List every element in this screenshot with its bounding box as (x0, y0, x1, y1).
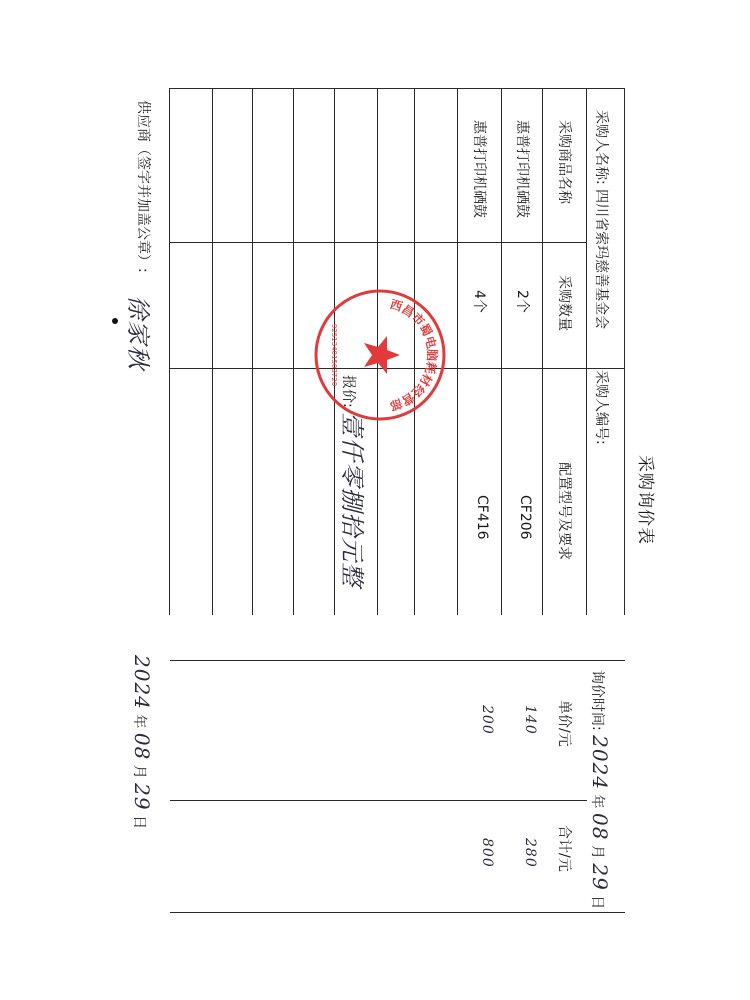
table-line (624, 88, 625, 615)
row-2-qty: 4个 (471, 290, 487, 313)
table-line (586, 88, 587, 615)
punch-dot (112, 318, 118, 324)
table-line (501, 88, 502, 615)
sign-date-month: 08 (130, 732, 154, 761)
sign-date (130, 655, 154, 829)
table-line (169, 88, 170, 615)
quote-amount: 壹仟零捌拾元整 (338, 412, 366, 588)
sign-date-day: 29 (130, 783, 154, 811)
row-1-qty: 2个 (514, 290, 530, 313)
buyer-name-row (592, 110, 612, 329)
table-line (170, 660, 625, 661)
header-unit-price: 单价/元 (556, 700, 572, 747)
table-line (457, 88, 458, 615)
buyer-name: 四川省索玛慈善基金会 (593, 189, 609, 330)
sign-date-day-unit: 日 (131, 815, 147, 830)
table-line (170, 912, 625, 913)
inquiry-time-day-unit: 日 (589, 895, 605, 910)
row-1-total: 280 (522, 838, 538, 868)
seal-star-icon (364, 336, 400, 374)
row-1-model: CF206 (517, 495, 533, 540)
row-1-name: 惠普打印机硒鼓 (514, 120, 530, 218)
row-2-unit-price: 200 (479, 705, 495, 735)
row-2-name: 惠普打印机硒鼓 (471, 120, 487, 218)
table-line (542, 88, 543, 615)
table-line (252, 88, 253, 615)
header-model: 配置型号及要求 (556, 462, 572, 560)
table-line (293, 88, 294, 615)
header-total: 合计/元 (556, 825, 572, 872)
buyer-name-label: 采购人名称: (593, 110, 609, 185)
buyer-no-label: 采购人编号: (593, 370, 609, 445)
inquiry-time-day: 29 (588, 863, 612, 891)
seal-code: 92513401503720 (330, 323, 338, 387)
supplier-signature: 徐家秋 (124, 295, 152, 370)
header-item-name: 采购商品名称 (556, 120, 572, 204)
row-2-model: CF416 (474, 495, 490, 540)
table-line (170, 88, 625, 89)
quote-label: 报价: (340, 375, 356, 408)
inquiry-time-year-unit: 年 (589, 794, 605, 809)
sign-date-month-unit: 月 (131, 764, 147, 779)
inquiry-time-label: 询价时间: (589, 670, 605, 731)
row-2-total: 800 (479, 838, 495, 868)
header-quantity: 采购数量 (556, 275, 572, 331)
inquiry-time-month: 08 (588, 812, 612, 841)
inquiry-time-row (588, 670, 612, 909)
table-line (170, 242, 587, 243)
table-line (170, 800, 587, 801)
company-seal-stamp (310, 285, 450, 425)
inquiry-time-month-unit: 月 (589, 844, 605, 859)
supplier-label: 供应商（签字并加盖公章）: (135, 100, 151, 273)
row-1-unit-price: 140 (522, 705, 538, 735)
document-title: 采购询价表 (635, 455, 655, 545)
sign-date-year-unit: 年 (131, 714, 147, 729)
seal-text-path: 西昌市蜀电脑耗材经营部 (388, 297, 439, 413)
sign-date-year: 2024 (130, 655, 154, 710)
table-line (212, 88, 213, 615)
inquiry-time-year: 2024 (588, 735, 612, 791)
